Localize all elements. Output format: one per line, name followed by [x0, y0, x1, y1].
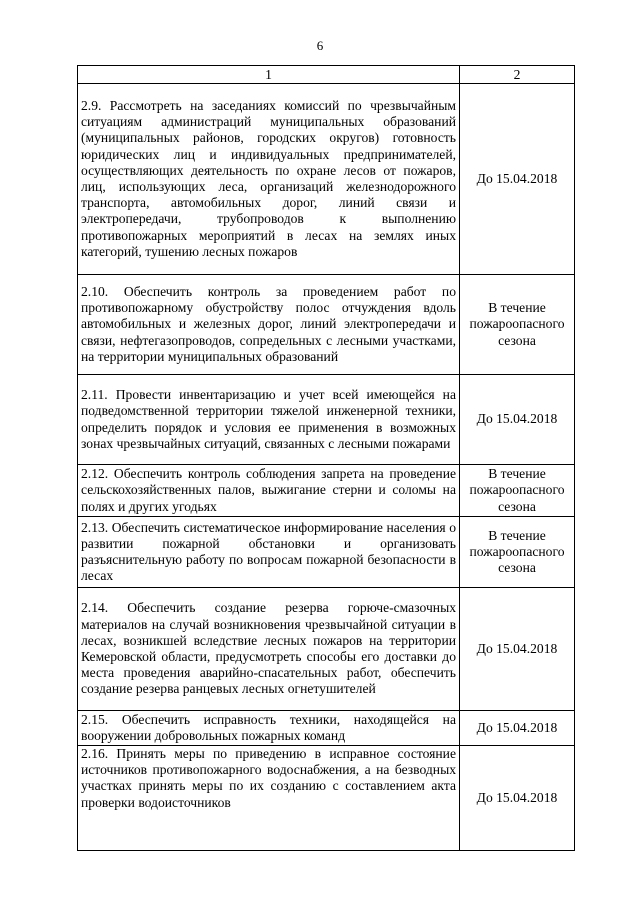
- term-cell: До 15.04.2018: [460, 746, 575, 851]
- table-row: [78, 84, 575, 275]
- table-row: [78, 465, 575, 517]
- measures-table: [77, 65, 575, 851]
- table-row: [78, 275, 575, 375]
- task-cell: 2.9. Рассмотреть на заседаниях комиссий по чрезвычайным ситуациям администраций муниципальных образований (муниципальных районов, городских округов) готовность юридических лиц и индивидуальных предпринимателей, осуществляющих деятельность по охране лесов от пожаров, лиц, использующих леса, организаций железнодорожного транспорта, автомобильных дорог, линий связи и электропередачи, трубопроводов к выполнению противопожарных мероприятий в лесах на землях иных категорий, тушению лесных пожаров: [78, 84, 460, 275]
- task-cell: 2.14. Обеспечить создание резерва горюче-смазочных материалов на случай возникновения чрезвычайной ситуации в лесах, возникшей вследствие лесных пожаров на территории Кемеровской области, предусмотреть способы его доставки до места проведения аварийно-спасательных работ, обеспечить создание резерва ранцевых лесных огнетушителей: [78, 588, 460, 711]
- task-cell: 2.15. Обеспечить исправность техники, находящейся на вооружении добровольных пожарных команд: [78, 711, 460, 746]
- table-row: [78, 588, 575, 711]
- table-row: [78, 375, 575, 465]
- term-cell: До 15.04.2018: [460, 711, 575, 746]
- table-row: [78, 711, 575, 746]
- term-cell: В течение пожароопасного сезона: [460, 465, 575, 517]
- task-cell: 2.16. Принять меры по приведению в исправное состояние источников противопожарного водоснабжения, а на безводных участках принять меры по их созданию с составлением акта проверки водоисточников: [78, 746, 460, 851]
- term-cell: До 15.04.2018: [460, 588, 575, 711]
- table-row: [78, 517, 575, 588]
- task-cell: 2.13. Обеспечить систематическое информирование населения о развитии пожарной обстановки и организовать разъяснительную работу по вопросам пожарной безопасности в лесах: [78, 517, 460, 588]
- term-cell: В течение пожароопасного сезона: [460, 517, 575, 588]
- column-header-task: 1: [78, 66, 460, 84]
- table-header-row: [78, 66, 575, 84]
- task-cell: 2.12. Обеспечить контроль соблюдения запрета на проведение сельскохозяйственных палов, выжигание стерни и соломы на полях и других угодьях: [78, 465, 460, 517]
- term-cell: В течение пожароопасного сезона: [460, 275, 575, 375]
- term-cell: До 15.04.2018: [460, 84, 575, 275]
- column-header-term: 2: [460, 66, 575, 84]
- task-cell: 2.10. Обеспечить контроль за проведением работ по противопожарному обустройству полос отчуждения вдоль автомобильных и железных дорог, линий электропередачи и связи, нефтегазопроводов, сопредельных с лесными участками, на территории муниципальных образований: [78, 275, 460, 375]
- page-number: 6: [316, 38, 324, 53]
- table-row: [78, 746, 575, 851]
- task-cell: 2.11. Провести инвентаризацию и учет всей имеющейся на подведомственной территории тяжелой инженерной техники, определить порядок и условия ее применения в возможных зонах чрезвычайных ситуаций, связанных с лесными пожарами: [78, 375, 460, 465]
- term-cell: До 15.04.2018: [460, 375, 575, 465]
